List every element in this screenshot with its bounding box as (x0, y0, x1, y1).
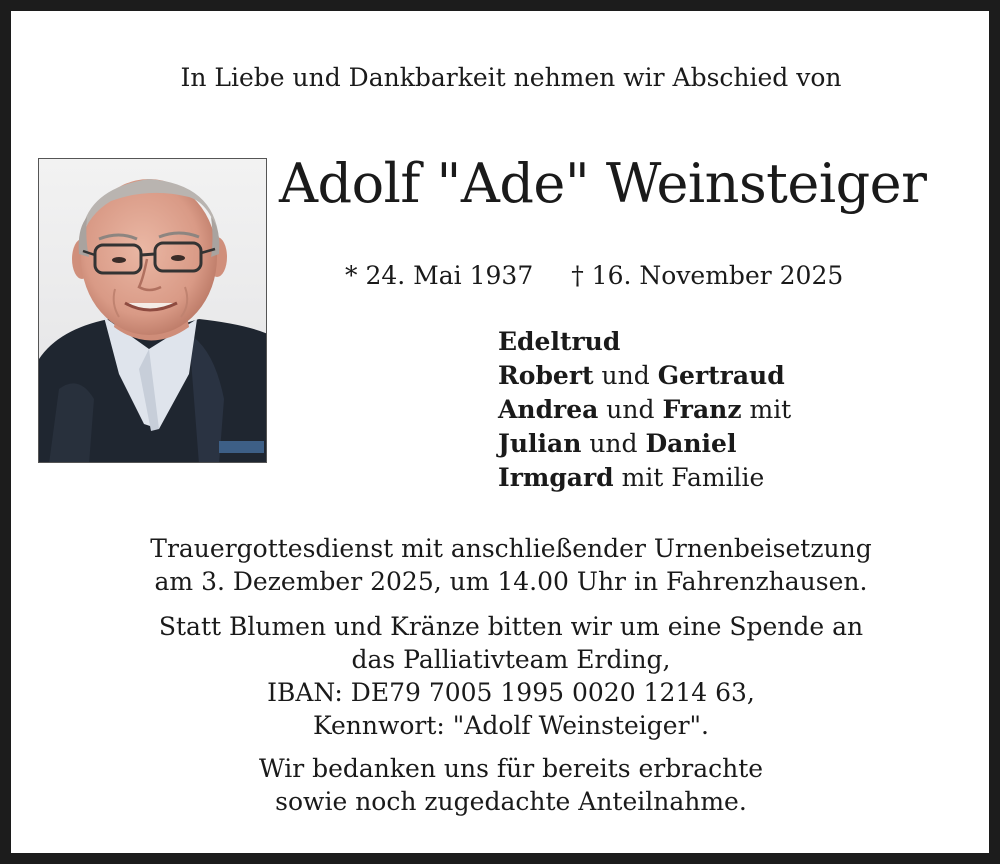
death-date: † 16. November 2025 (571, 261, 844, 290)
mourner-line: Julian und Daniel (498, 429, 737, 458)
intro-text: In Liebe und Dankbarkeit nehmen wir Abschied von (180, 63, 842, 92)
deceased-name: Adolf "Ade" Weinsteiger (279, 152, 927, 215)
life-dates (345, 259, 843, 293)
mourner-line: Andrea und Franz mit (498, 395, 792, 424)
portrait-photo (38, 158, 267, 463)
mourner-line: Robert und Gertraud (498, 361, 785, 390)
mourner-line: Irmgard mit Familie (498, 463, 765, 492)
portrait-illustration (39, 159, 267, 463)
thanks-text: Wir bedanken uns für bereits erbrachte sowie noch zugedachte Anteilnahme. (258, 754, 764, 816)
service-info: Trauergottesdienst mit anschließender Urnenbeisetzung am 3. Dezember 2025, um 14.00 Uhr in Fahrenzhausen. (150, 534, 872, 596)
mourner-line: Edeltrud (498, 327, 621, 356)
mourners-list (498, 325, 791, 495)
birth-date: * 24. Mai 1937 (345, 261, 534, 290)
donation-info: Statt Blumen und Kränze bitten wir um eine Spende an das Palliativteam Erding, IBAN: DE79 7005 1995 0020 1214 63, Kennwort: "Adolf Weinsteiger". (158, 612, 864, 740)
